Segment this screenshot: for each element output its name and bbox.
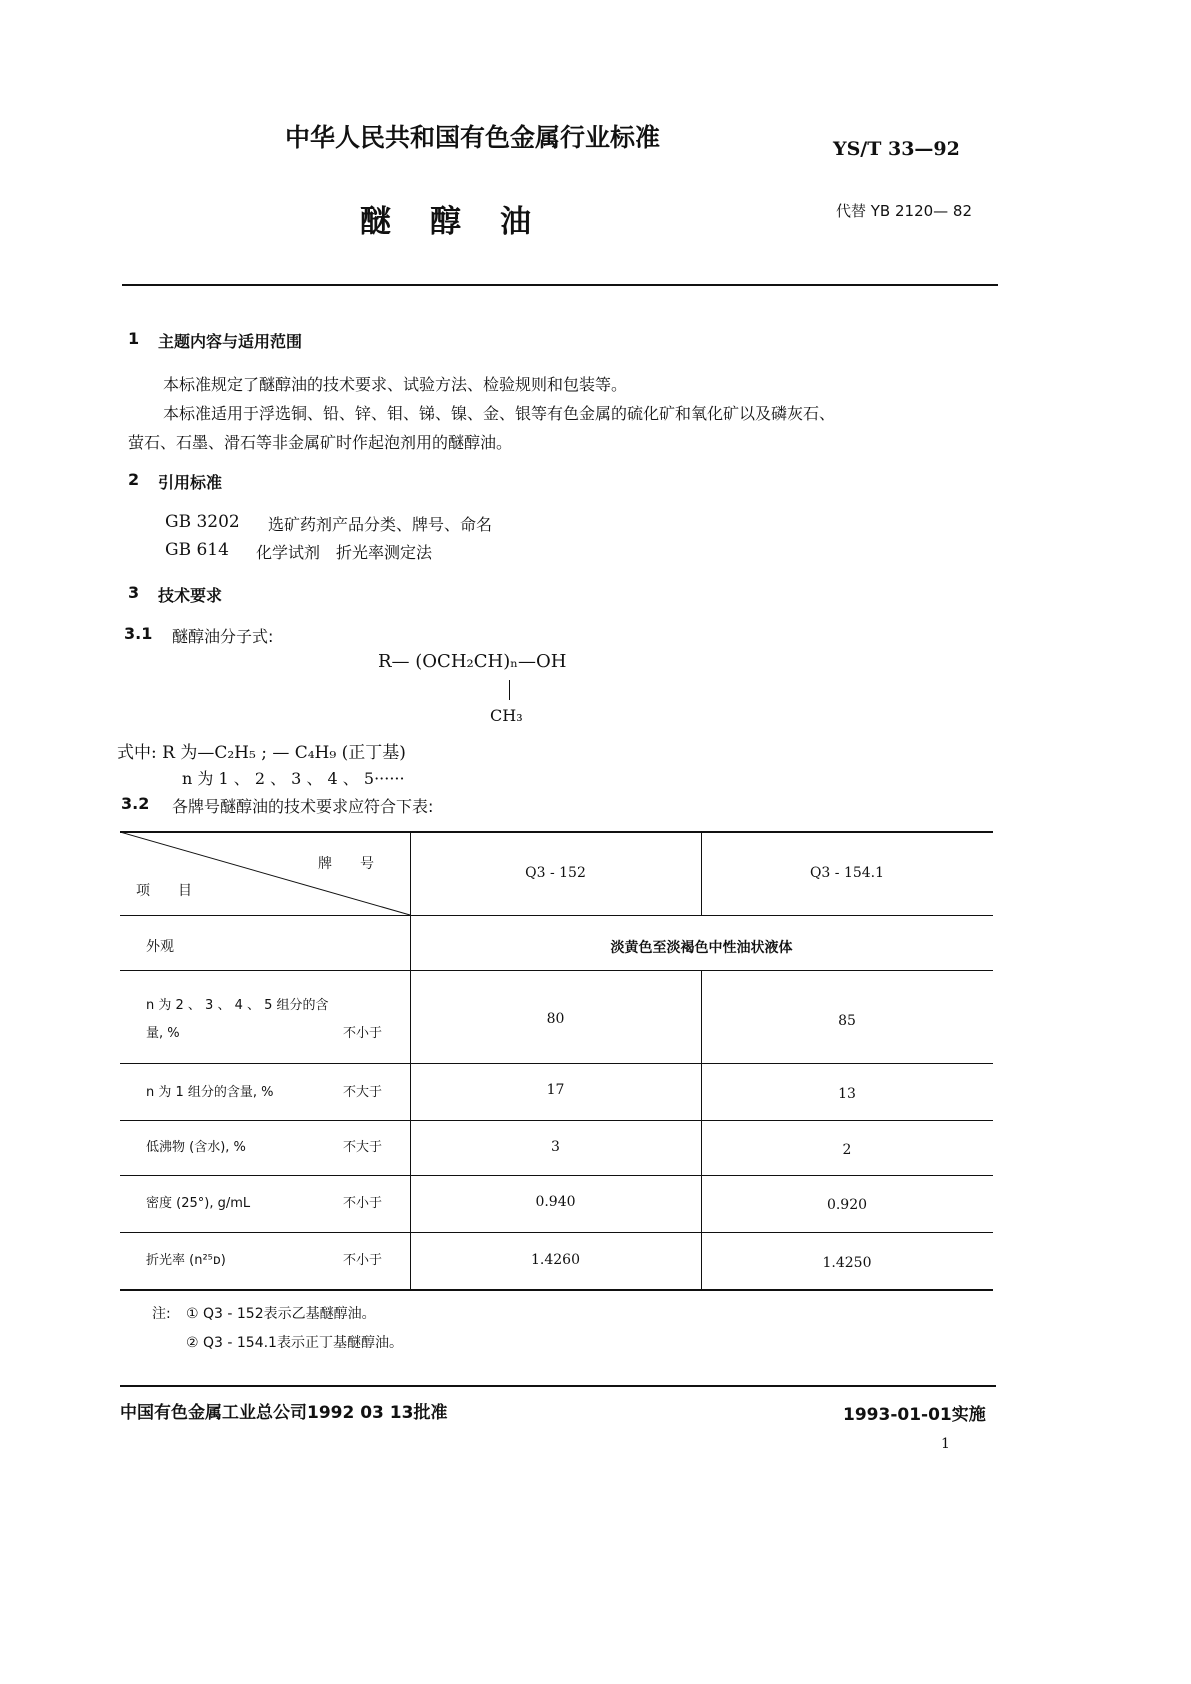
section-3-1-text: 醚醇油分子式: [172,627,274,646]
table-header-diagonal [120,832,411,916]
table-row-label: 密度 (25°), g/mL [146,1196,251,1211]
table-header-brand: 牌 号 [318,856,374,872]
table-col-header: Q3 - 152 [525,865,586,881]
section-2-number: 2 [128,470,140,489]
section-3-2-number: 3.2 [121,794,150,813]
section-1-heading: 主题内容与适用范围 [158,332,303,351]
table-row-rule [120,1232,993,1233]
note-2: ② Q3 - 154.1表示正丁基醚醇油。 [186,1335,403,1351]
table-cell-value: 13 [838,1086,856,1102]
table-row-limit: 不小于 [343,1196,383,1211]
formula-main: R— (OCH₂CH)ₙ—OH [378,651,567,672]
table-row-label: 折光率 (n²⁵ᴅ) [146,1253,226,1268]
appearance-label: 外观 [146,939,174,955]
formula-where-line-2: n 为 1 、 2 、 3 、 4 、 5······ [182,769,405,788]
ref-title: 化学试剂 折光率测定法 [256,543,433,562]
table-cell-value: 85 [838,1013,856,1029]
table-row-rule [120,1120,993,1121]
notes-label: 注: [152,1306,171,1322]
table-row-label: n 为 1 组分的含量, % [146,1085,274,1100]
table-row-limit: 不小于 [343,1026,383,1041]
section-3-number: 3 [128,583,140,602]
table-cell-value: 1.4260 [531,1252,580,1268]
table-row-rule [120,1063,993,1064]
section-1-paragraph-2-line-2: 萤石、石墨、滑石等非金属矿时作起泡剂用的醚醇油。 [128,433,513,452]
doc-title: 醚 醇 油 [360,204,535,240]
ref-title: 选矿药剂产品分类、牌号、命名 [268,515,493,534]
note-1: ① Q3 - 152表示乙基醚醇油。 [186,1306,376,1322]
table-cell-value: 1.4250 [822,1255,872,1271]
table-row-limit: 不小于 [343,1253,383,1268]
effective-date: 1993-01-01实施 [843,1405,986,1425]
table-row-label: 量, % [146,1026,180,1041]
table-row-limit: 不大于 [343,1140,383,1155]
table-row-rule [120,970,993,971]
section-3-1-number: 3.1 [124,624,153,643]
appearance-value: 淡黄色至淡褐色中性油状液体 [610,940,793,956]
table-row-rule [120,1175,993,1176]
ref-code: GB 3202 [165,512,240,532]
footer-divider [120,1385,996,1387]
formula-where-line-1: 式中: R 为—C₂H₅ ; — C₄H₉ (正丁基) [117,743,406,763]
table-row-label: 低沸物 (含水), % [146,1140,246,1155]
table-col-header: Q3 - 154.1 [809,865,885,881]
org-title: 中华人民共和国有色金属行业标准 [285,123,661,152]
formula-branch-bond [509,680,510,700]
header-divider [122,284,998,286]
table-cell-value: 80 [546,1011,565,1027]
ref-code: GB 614 [165,540,229,560]
table-cell-value: 0.940 [535,1194,576,1210]
std-number: YS/T 33—92 [833,138,960,160]
formula-branch: CH₃ [490,706,523,725]
replaces-note: 代替 YB 2120— 82 [836,202,973,220]
table-header-item: 项 目 [136,883,192,899]
section-1-paragraph-1: 本标准规定了醚醇油的技术要求、试验方法、检验规则和包装等。 [163,375,628,394]
page-number: 1 [941,1436,950,1452]
table-cell-value: 0.920 [826,1197,868,1213]
section-1-paragraph-2-line-1: 本标准适用于浮选铜、铅、锌、钼、锑、镍、金、银等有色金属的硫化矿和氧化矿以及磷灰石、 [163,404,836,423]
table-row-limit: 不大于 [343,1085,383,1100]
table-cell-value: 3 [551,1139,560,1155]
table-cell-value: 17 [546,1082,565,1098]
table-row-label: n 为 2 、 3 、 4 、 5 组分的含 [146,998,329,1013]
section-3-2-text: 各牌号醚醇油的技术要求应符合下表: [172,797,434,816]
section-3-heading: 技术要求 [158,586,223,605]
section-2-heading: 引用标准 [158,473,223,492]
table-bottom-rule [120,1289,993,1291]
table-cell-value: 2 [842,1142,852,1158]
section-1-number: 1 [128,329,140,348]
approval-statement: 中国有色金属工业总公司1992 03 13批准 [120,1403,448,1423]
